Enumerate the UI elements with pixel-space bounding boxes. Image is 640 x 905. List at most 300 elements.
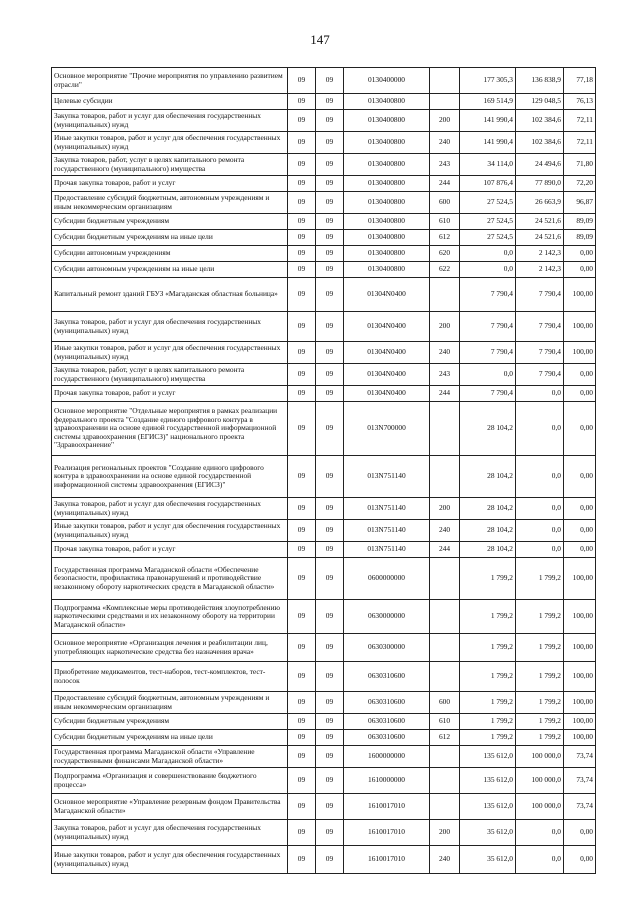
row-actual-amount: 2 142,3 [516,246,564,262]
table-row [52,662,596,692]
row-percent: 72,11 [564,110,596,132]
row-section: 09 [288,132,316,154]
row-actual-amount: 7 790,4 [516,342,564,364]
row-plan-amount: 27 524,5 [460,214,516,230]
table-row [52,94,596,110]
row-subsection: 09 [316,386,344,402]
table-row [52,342,596,364]
table-row [52,692,596,714]
row-actual-amount: 0,0 [516,846,564,874]
row-percent: 100,00 [564,692,596,714]
row-expense-type [430,746,460,768]
row-actual-amount: 0,0 [516,402,564,456]
table-row [52,846,596,874]
row-percent: 100,00 [564,634,596,662]
row-expense-type [430,456,460,498]
row-plan-amount: 28 104,2 [460,542,516,558]
row-section: 09 [288,386,316,402]
table-row [52,768,596,794]
row-subsection: 09 [316,262,344,278]
row-percent: 72,20 [564,176,596,192]
row-name: Закупка товаров, работ, услуг в целях капитального ремонта государственного (муниципального) имущества [52,154,288,176]
row-section: 09 [288,192,316,214]
row-name: Основное мероприятие «Организация лечения и реабилитации лиц, употребляющих наркотические средства без назначения врача» [52,634,288,662]
table-row [52,132,596,154]
row-plan-amount: 177 305,3 [460,68,516,94]
row-target-item: 0130400800 [344,94,430,110]
table-row [52,278,596,312]
row-actual-amount: 136 838,9 [516,68,564,94]
row-name: Субсидии бюджетным учреждениям [52,214,288,230]
row-section: 09 [288,262,316,278]
row-target-item: 01304N0400 [344,342,430,364]
row-expense-type: 622 [430,262,460,278]
table-row [52,154,596,176]
row-plan-amount: 135 612,0 [460,746,516,768]
row-expense-type: 240 [430,132,460,154]
row-percent: 100,00 [564,278,596,312]
row-expense-type: 610 [430,214,460,230]
row-target-item: 0130400800 [344,262,430,278]
row-actual-amount: 24 494,6 [516,154,564,176]
row-percent: 72,11 [564,132,596,154]
row-plan-amount: 7 790,4 [460,278,516,312]
row-name: Закупка товаров, работ и услуг для обеспечения государственных (муниципальных) нужд [52,820,288,846]
row-section: 09 [288,342,316,364]
row-target-item: 0600000000 [344,558,430,600]
row-target-item: 0630310600 [344,692,430,714]
row-plan-amount: 7 790,4 [460,342,516,364]
row-section: 09 [288,714,316,730]
row-name: Прочая закупка товаров, работ и услуг [52,386,288,402]
row-subsection: 09 [316,176,344,192]
row-percent: 76,13 [564,94,596,110]
row-section: 09 [288,456,316,498]
row-name: Закупка товаров, работ и услуг для обеспечения государственных (муниципальных) нужд [52,110,288,132]
row-percent: 100,00 [564,312,596,342]
table-row [52,386,596,402]
table-row [52,558,596,600]
row-percent: 0,00 [564,386,596,402]
row-name: Прочая закупка товаров, работ и услуг [52,542,288,558]
row-target-item: 1600000000 [344,746,430,768]
row-target-item: 1610000000 [344,768,430,794]
row-subsection: 09 [316,692,344,714]
row-section: 09 [288,542,316,558]
row-section: 09 [288,230,316,246]
row-subsection: 09 [316,94,344,110]
row-expense-type [430,278,460,312]
row-target-item: 013N751140 [344,498,430,520]
row-plan-amount: 135 612,0 [460,768,516,794]
row-percent: 100,00 [564,558,596,600]
table-row [52,714,596,730]
row-section: 09 [288,498,316,520]
row-expense-type: 200 [430,820,460,846]
row-plan-amount: 169 514,9 [460,94,516,110]
row-actual-amount: 0,0 [516,386,564,402]
row-section: 09 [288,846,316,874]
row-plan-amount: 27 524,5 [460,230,516,246]
row-percent: 100,00 [564,662,596,692]
table-row [52,192,596,214]
table-row [52,498,596,520]
row-plan-amount: 35 612,0 [460,846,516,874]
row-actual-amount: 100 000,0 [516,794,564,820]
row-actual-amount: 24 521,6 [516,230,564,246]
row-subsection: 09 [316,498,344,520]
row-actual-amount: 100 000,0 [516,768,564,794]
table-row [52,542,596,558]
row-expense-type [430,94,460,110]
row-plan-amount: 28 104,2 [460,498,516,520]
row-name: Закупка товаров, работ и услуг для обеспечения государственных (муниципальных) нужд [52,498,288,520]
row-section: 09 [288,634,316,662]
row-actual-amount: 0,0 [516,498,564,520]
row-plan-amount: 1 799,2 [460,634,516,662]
row-target-item: 013N751140 [344,456,430,498]
row-expense-type: 200 [430,498,460,520]
row-name: Закупка товаров, работ, услуг в целях капитального ремонта государственного (муниципального) имущества [52,364,288,386]
row-name: Целевые субсидии [52,94,288,110]
row-percent: 89,09 [564,230,596,246]
row-plan-amount: 0,0 [460,262,516,278]
row-target-item: 1610017010 [344,794,430,820]
row-expense-type: 243 [430,364,460,386]
row-section: 09 [288,730,316,746]
row-subsection: 09 [316,542,344,558]
row-section: 09 [288,402,316,456]
row-plan-amount: 0,0 [460,364,516,386]
row-plan-amount: 1 799,2 [460,558,516,600]
row-section: 09 [288,520,316,542]
row-percent: 73,74 [564,794,596,820]
row-actual-amount: 0,0 [516,542,564,558]
row-percent: 0,00 [564,456,596,498]
row-subsection: 09 [316,230,344,246]
row-plan-amount: 141 990,4 [460,110,516,132]
row-name: Иные закупки товаров, работ и услуг для обеспечения государственных (муниципальных) нужд [52,846,288,874]
row-percent: 0,00 [564,262,596,278]
page-number: 147 [310,32,330,47]
row-target-item: 013N751140 [344,520,430,542]
row-expense-type: 240 [430,342,460,364]
row-name: Подпрограмма «Комплексные меры противодействия злоупотреблению наркотическими средствами и их незаконному обороту на территории Магаданской области» [52,600,288,634]
row-subsection: 09 [316,520,344,542]
row-name: Предоставление субсидий бюджетным, автономным учреждениям и иным некоммерческим организациям [52,692,288,714]
row-expense-type: 243 [430,154,460,176]
row-actual-amount: 1 799,2 [516,634,564,662]
table-row [52,794,596,820]
row-target-item: 0630000000 [344,600,430,634]
row-percent: 0,00 [564,364,596,386]
row-name: Прочая закупка товаров, работ и услуг [52,176,288,192]
row-plan-amount: 34 114,0 [460,154,516,176]
row-plan-amount: 35 612,0 [460,820,516,846]
row-section: 09 [288,154,316,176]
row-name: Подпрограмма «Организация и совершенствование бюджетного процесса» [52,768,288,794]
row-plan-amount: 7 790,4 [460,386,516,402]
row-actual-amount: 1 799,2 [516,662,564,692]
row-actual-amount: 129 048,5 [516,94,564,110]
row-target-item: 01304N0400 [344,386,430,402]
row-actual-amount: 2 142,3 [516,262,564,278]
row-actual-amount: 0,0 [516,820,564,846]
row-expense-type [430,634,460,662]
row-plan-amount: 1 799,2 [460,662,516,692]
row-target-item: 0130400800 [344,192,430,214]
row-section: 09 [288,110,316,132]
row-section: 09 [288,600,316,634]
row-percent: 73,74 [564,768,596,794]
table-row [52,520,596,542]
row-name: Иные закупки товаров, работ и услуг для обеспечения государственных (муниципальных) нужд [52,132,288,154]
row-name: Государственная программа Магаданской области «Обеспечение безопасности, профилактика правонарушений и противодействие незаконному обороту наркотических средств в Магаданской области» [52,558,288,600]
row-target-item: 01304N0400 [344,312,430,342]
row-section: 09 [288,312,316,342]
row-plan-amount: 135 612,0 [460,794,516,820]
row-name: Субсидии автономным учреждениям [52,246,288,262]
row-subsection: 09 [316,278,344,312]
row-percent: 100,00 [564,600,596,634]
row-actual-amount: 1 799,2 [516,714,564,730]
budget-table-body [52,68,596,874]
table-row [52,176,596,192]
row-plan-amount: 28 104,2 [460,402,516,456]
row-subsection: 09 [316,402,344,456]
row-section: 09 [288,68,316,94]
row-percent: 0,00 [564,846,596,874]
row-section: 09 [288,820,316,846]
row-target-item: 1610017010 [344,820,430,846]
row-target-item: 0130400800 [344,154,430,176]
row-target-item: 0630310600 [344,730,430,746]
row-expense-type: 600 [430,192,460,214]
row-subsection: 09 [316,794,344,820]
row-actual-amount: 1 799,2 [516,692,564,714]
row-subsection: 09 [316,214,344,230]
row-name: Государственная программа Магаданской области «Управление государственными финансами Магаданской области» [52,746,288,768]
table-row [52,820,596,846]
row-name: Иные закупки товаров, работ и услуг для обеспечения государственных (муниципальных) нужд [52,520,288,542]
row-subsection: 09 [316,634,344,662]
row-percent: 0,00 [564,820,596,846]
table-row [52,246,596,262]
row-target-item: 013N700000 [344,402,430,456]
row-plan-amount: 1 799,2 [460,692,516,714]
row-target-item: 0130400800 [344,132,430,154]
row-section: 09 [288,246,316,262]
row-subsection: 09 [316,342,344,364]
row-name: Субсидии бюджетным учреждениям [52,714,288,730]
row-expense-type [430,662,460,692]
row-expense-type: 610 [430,714,460,730]
row-target-item: 0130400800 [344,246,430,262]
row-percent: 0,00 [564,542,596,558]
row-subsection: 09 [316,364,344,386]
table-row [52,110,596,132]
row-expense-type: 612 [430,230,460,246]
row-plan-amount: 7 790,4 [460,312,516,342]
table-row [52,456,596,498]
row-actual-amount: 7 790,4 [516,364,564,386]
row-expense-type: 244 [430,176,460,192]
row-subsection: 09 [316,730,344,746]
row-plan-amount: 28 104,2 [460,456,516,498]
row-subsection: 09 [316,714,344,730]
row-expense-type: 240 [430,520,460,542]
row-section: 09 [288,794,316,820]
row-actual-amount: 77 890,0 [516,176,564,192]
row-expense-type [430,794,460,820]
row-subsection: 09 [316,154,344,176]
row-actual-amount: 102 384,6 [516,110,564,132]
row-subsection: 09 [316,746,344,768]
row-name: Субсидии бюджетным учреждениям на иные цели [52,730,288,746]
row-name: Реализация региональных проектов "Создание единого цифрового контура в здравоохранении на основе единой государственной информационной системы здравоохранения (ЕГИСЗ)" [52,456,288,498]
table-row [52,364,596,386]
row-actual-amount: 26 663,9 [516,192,564,214]
row-subsection: 09 [316,600,344,634]
row-percent: 77,18 [564,68,596,94]
row-percent: 0,00 [564,520,596,542]
row-section: 09 [288,692,316,714]
row-section: 09 [288,662,316,692]
row-name: Субсидии автономным учреждениям на иные цели [52,262,288,278]
row-expense-type: 244 [430,386,460,402]
row-actual-amount: 1 799,2 [516,730,564,746]
row-plan-amount: 28 104,2 [460,520,516,542]
row-target-item: 0130400800 [344,176,430,192]
row-expense-type: 244 [430,542,460,558]
row-actual-amount: 7 790,4 [516,312,564,342]
row-section: 09 [288,768,316,794]
row-name: Субсидии бюджетным учреждениям на иные цели [52,230,288,246]
row-target-item: 0130400800 [344,230,430,246]
row-section: 09 [288,176,316,192]
table-row [52,730,596,746]
table-row [52,262,596,278]
table-row [52,634,596,662]
row-section: 09 [288,746,316,768]
row-expense-type [430,402,460,456]
table-row [52,402,596,456]
row-name: Иные закупки товаров, работ и услуг для обеспечения государственных (муниципальных) нужд [52,342,288,364]
row-name: Приобретение медикаментов, тест-наборов, тест-комплектов, тест-полосок [52,662,288,692]
row-name: Основное мероприятие «Управление резервным фондом Правительства Магаданской области» [52,794,288,820]
row-actual-amount: 0,0 [516,520,564,542]
row-expense-type: 200 [430,312,460,342]
row-subsection: 09 [316,110,344,132]
row-subsection: 09 [316,312,344,342]
row-target-item: 0130400000 [344,68,430,94]
row-target-item: 0630310600 [344,714,430,730]
row-subsection: 09 [316,246,344,262]
row-section: 09 [288,558,316,600]
row-percent: 73,74 [564,746,596,768]
row-subsection: 09 [316,662,344,692]
table-row [52,230,596,246]
row-plan-amount: 0,0 [460,246,516,262]
row-target-item: 1610017010 [344,846,430,874]
row-section: 09 [288,214,316,230]
row-expense-type [430,558,460,600]
row-plan-amount: 141 990,4 [460,132,516,154]
row-target-item: 013N751140 [344,542,430,558]
row-plan-amount: 1 799,2 [460,714,516,730]
row-percent: 0,00 [564,498,596,520]
row-subsection: 09 [316,68,344,94]
row-actual-amount: 24 521,6 [516,214,564,230]
row-subsection: 09 [316,846,344,874]
row-expense-type: 612 [430,730,460,746]
row-target-item: 0630300000 [344,634,430,662]
row-actual-amount: 100 000,0 [516,746,564,768]
row-plan-amount: 107 876,4 [460,176,516,192]
row-subsection: 09 [316,456,344,498]
row-percent: 100,00 [564,342,596,364]
row-name: Предоставление субсидий бюджетным, автономным учреждениям и иным некоммерческим организациям [52,192,288,214]
row-name: Капитальный ремонт зданий ГБУЗ «Магаданская областная больница» [52,278,288,312]
row-actual-amount: 1 799,2 [516,558,564,600]
row-expense-type: 620 [430,246,460,262]
row-percent: 100,00 [564,714,596,730]
row-percent: 96,87 [564,192,596,214]
row-expense-type: 200 [430,110,460,132]
row-expense-type: 240 [430,846,460,874]
row-subsection: 09 [316,558,344,600]
row-actual-amount: 7 790,4 [516,278,564,312]
row-section: 09 [288,364,316,386]
row-target-item: 0130400800 [344,214,430,230]
row-name: Основное мероприятие "Отдельные мероприятия в рамках реализации федерального проекта "Создание единого цифрового контура в здравоохранении на основе единой государственной информационной системы здравоохранения (ЕГИСЗ)" национального проекта "Здравоохранение" [52,402,288,456]
row-target-item: 0630310600 [344,662,430,692]
row-name: Закупка товаров, работ и услуг для обеспечения государственных (муниципальных) нужд [52,312,288,342]
row-plan-amount: 27 524,5 [460,192,516,214]
row-subsection: 09 [316,132,344,154]
row-percent: 71,80 [564,154,596,176]
table-row [52,312,596,342]
table-row [52,746,596,768]
row-expense-type [430,768,460,794]
row-expense-type [430,68,460,94]
row-percent: 100,00 [564,730,596,746]
row-subsection: 09 [316,192,344,214]
row-name: Основное мероприятие "Прочие мероприятия по управлению развитием отрасли" [52,68,288,94]
table-row [52,600,596,634]
row-section: 09 [288,94,316,110]
row-actual-amount: 102 384,6 [516,132,564,154]
row-expense-type [430,600,460,634]
row-section: 09 [288,278,316,312]
row-subsection: 09 [316,820,344,846]
row-target-item: 0130400800 [344,110,430,132]
row-target-item: 01304N0400 [344,278,430,312]
budget-table [51,67,596,874]
table-row [52,214,596,230]
table-row [52,68,596,94]
row-percent: 0,00 [564,246,596,262]
row-target-item: 01304N0400 [344,364,430,386]
row-subsection: 09 [316,768,344,794]
row-actual-amount: 1 799,2 [516,600,564,634]
row-plan-amount: 1 799,2 [460,730,516,746]
row-plan-amount: 1 799,2 [460,600,516,634]
row-expense-type: 600 [430,692,460,714]
row-percent: 0,00 [564,402,596,456]
row-percent: 89,09 [564,214,596,230]
row-actual-amount: 0,0 [516,456,564,498]
